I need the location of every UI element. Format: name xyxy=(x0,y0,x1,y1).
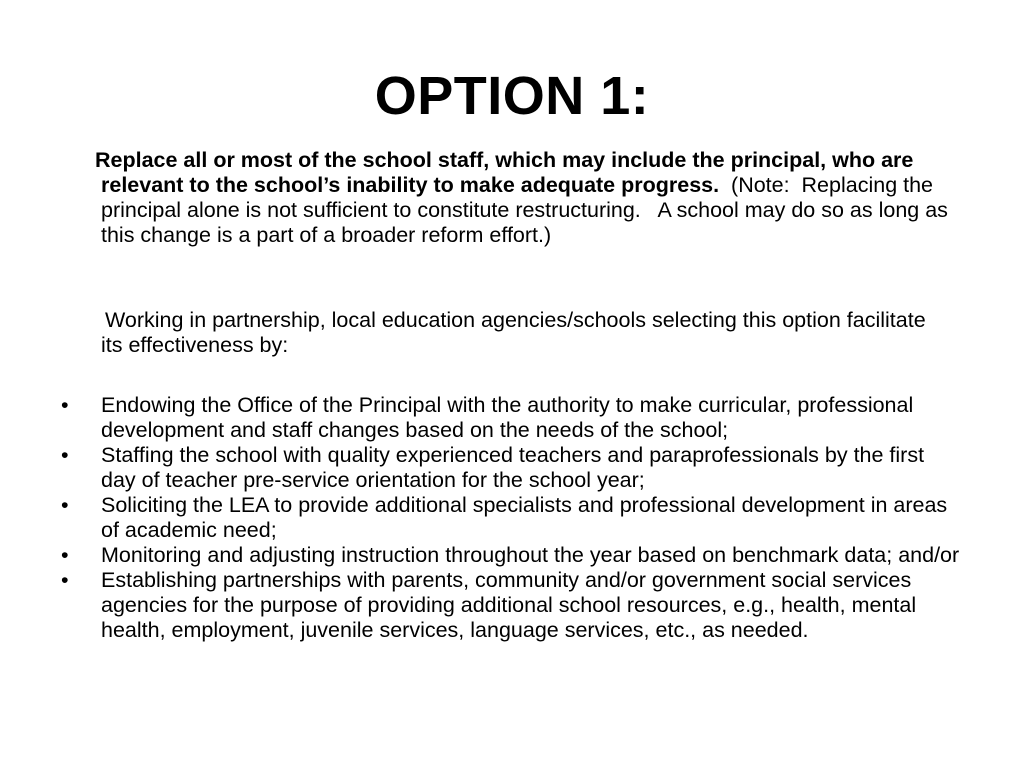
bullet-icon: • xyxy=(61,393,69,417)
paragraph-partnership xyxy=(0,308,1024,358)
bullet-icon: • xyxy=(61,443,69,467)
list-item xyxy=(0,568,1024,643)
slide-title: OPTION 1: xyxy=(374,66,650,126)
paragraph-note: (Note: Replacing the principal alone is not sufficient to constitute restructuring. A school may do so as long as this change is a part of a broader reform effort.) xyxy=(101,173,954,247)
list-item xyxy=(0,493,1024,543)
bullet-icon: • xyxy=(61,493,69,517)
list-item xyxy=(0,443,1024,493)
paragraph-replace-staff xyxy=(0,148,1024,248)
paragraph-bold-lead: Replace all or most of the school staff, which may include the principal, who are relevant to the school’s inability to make adequate progress. xyxy=(95,148,914,197)
list-item xyxy=(0,393,1024,443)
paragraph-replace-staff-text xyxy=(95,148,954,248)
list-item-text: Monitoring and adjusting instruction throughout the year based on benchmark data; and/or xyxy=(101,543,960,567)
list-item-text: Staffing the school with quality experienced teachers and paraprofessionals by the first day of teacher pre-service orientation for the school year; xyxy=(101,443,925,492)
bullet-list xyxy=(0,393,1024,643)
paragraph-partnership-text: Working in partnership, local education agencies/schools selecting this option facilitate its effectiveness by: xyxy=(101,308,926,357)
list-item-text: Endowing the Office of the Principal with the authority to make curricular, professional development and staff changes based on the needs of the school; xyxy=(101,393,914,442)
bullet-icon: • xyxy=(61,543,69,567)
list-item xyxy=(0,543,1024,568)
list-item-text: Soliciting the LEA to provide additional specialists and professional development in areas of academic need; xyxy=(101,493,948,542)
list-item-text: Establishing partnerships with parents, community and/or government social services agencies for the purpose of providing additional school resources, e.g., health, mental health, employment, juvenile services, language services, etc., as needed. xyxy=(101,568,917,642)
bullet-icon: • xyxy=(61,568,69,592)
